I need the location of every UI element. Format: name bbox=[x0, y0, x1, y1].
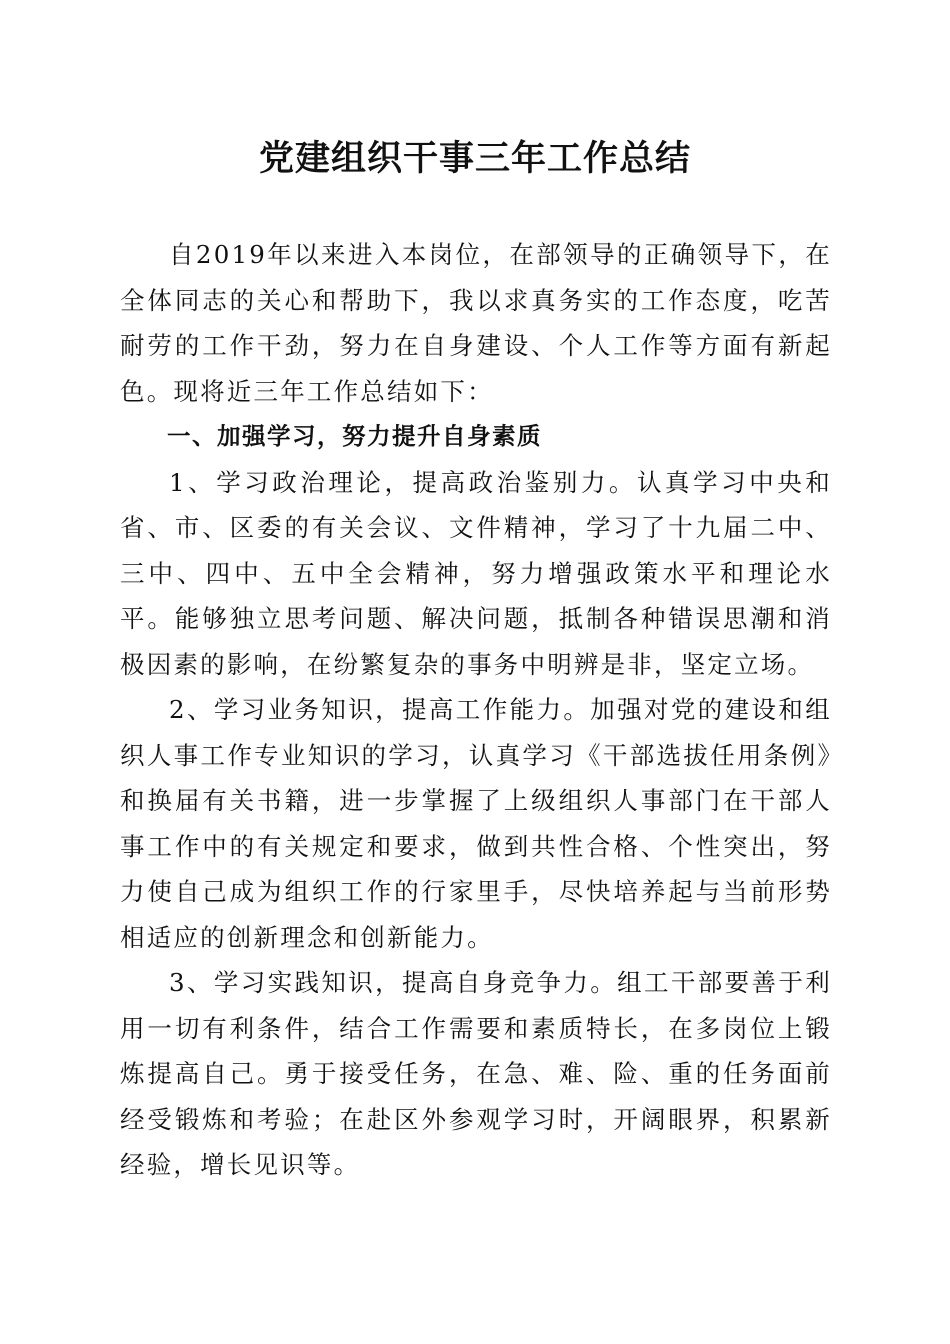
section-heading: 一、加强学习，努力提升自身素质 bbox=[167, 422, 542, 450]
item-paragraph-2: 2、学习业务知识，提高工作能力。加强对党的建设和组织人事工作专业知识的学习，认真学习《干部选拔任用条例》和换届有关书籍，进一步掌握了上级组织人事部门在干部人事工作中的有关规定和要求，做到共性合格、个性突出，努力使自己成为组织工作的行家里手，尽快培养起与当前形势相适应的创新理念和创新能力。 bbox=[120, 695, 832, 952]
document-title: 党建组织干事三年工作总结 bbox=[258, 138, 691, 179]
intro-paragraph: 自2019年以来进入本岗位，在部领导的正确领导下，在全体同志的关心和帮助下，我以求真务实的工作态度，吃苦耐劳的工作干劲，努力在自身建设、个人工作等方面有新起色。现将近三年工作总结如下： bbox=[120, 240, 832, 406]
document-body bbox=[120, 232, 832, 1188]
item-paragraph-3: 3、学习实践知识，提高自身竞争力。组工干部要善于利用一切有利条件，结合工作需要和素质特长，在多岗位上锻炼提高自己。勇于接受任务，在急、难、险、重的任务面前经受锻炼和考验；在赴区外参观学习时，开阔眼界，积累新经验，增长见识等。 bbox=[120, 968, 832, 1179]
item-paragraph-1: 1、学习政治理论，提高政治鉴别力。认真学习中央和省、市、区委的有关会议、文件精神，学习了十九届二中、三中、四中、五中全会精神，努力增强政策水平和理论水平。能够独立思考问题、解决问题，抵制各种错误思潮和消极因素的影响，在纷繁复杂的事务中明辨是非，坚定立场。 bbox=[120, 467, 832, 679]
